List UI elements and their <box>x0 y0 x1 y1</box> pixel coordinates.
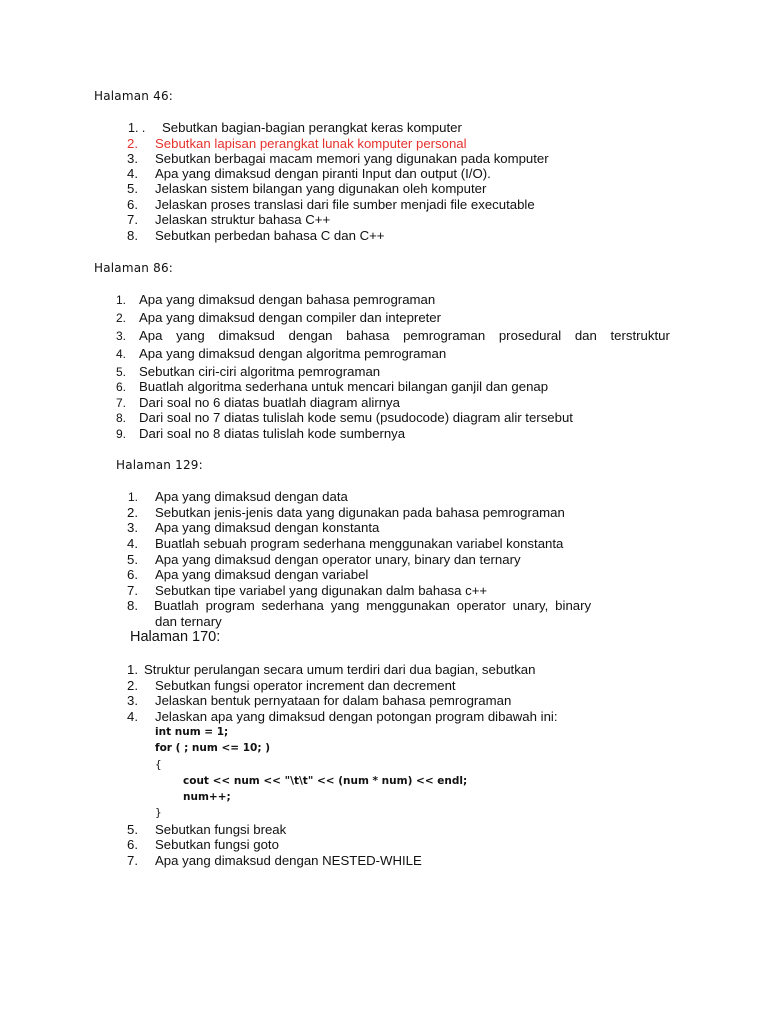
code-line: for ( ; num <= 10; ) <box>155 742 270 754</box>
document-page: Halaman 46: 1. . Sebutkan bagian-bagian perangkat keras komputer 2. Sebutkan lapisan perangkat lunak komputer personal 3. Sebutkan berbagai macam memori yang digunakan pada komputer 4. Apa yang dimaksud dengan piranti Input dan output (I/O). 5. Jelaskan sistem bilangan yang digunakan oleh komputer 6. Jelaskan proses translasi dari file sumber menjadi file executable 7. Jelaskan struktur bahasa C++ 8. Sebutkan perbedan bahasa C dan C++ Halaman 86: 1. Apa yang dimaksud dengan bahasa pemrograman 2. Apa yang dimaksud dengan compiler dan intepreter 3. Apa yang dimaksud dengan bahasa pemrograman prosedural dan terstruktur 4. Apa yang dimaksud dengan algoritma pemrograman 5. Sebutkan ciri-ciri algoritma pemrograman 6. Buatlah algoritma sederhana untuk mencari bilangan ganjil dan genap 7. Dari soal no 6 diatas buatlah diagram alirnya 8. Dari soal no 7 diatas tulislah kode semu (psudocode) diagram alir tersebut 9. Dari soal no 8 diatas tulislah kode sumbernya Halaman 129: 1. Apa yang dimaksud dengan data 2. Sebutkan jenis-jenis data yang digunakan pada bahasa pemrograman 3. Apa yang dimaksud dengan konstanta 4. Buatlah sebuah program sederhana menggunakan variabel konstanta 5. Apa yang dimaksud dengan operator unary, binary dan ternary 6. Apa yang dimaksud dengan variabel 7. Sebutkan tipe variabel yang digunakan dalm bahasa c++ 8. Buatlah program sederhana yang menggunakan operator unary, binary dan ternary Halaman 170: 1. Struktur perulangan secara umum terdiri dari dua bagian, sebutkan 2. Sebutkan fungsi operator increment dan decrement 3. Jelaskan bentuk pernyataan for dalam bahasa pemrograman 4. Jelaskan apa yang dimaksud dengan potongan program dibawah ini: int num = 1; for ( ; num <= 10; ) { cout << num << "\t\t" << (num * num) << endl; num++; } 5. Sebutkan fungsi break 6. Sebutkan fungsi goto 7. Apa yang dimaksud dengan NESTED-WHILE <box>94 89 670 868</box>
heading-halaman-86: Halaman 86: <box>94 261 174 275</box>
heading-halaman-170: Halaman 170: <box>130 629 221 645</box>
heading-halaman-129: Halaman 129: <box>116 458 203 472</box>
code-line: cout << num << "\t\t" << (num * num) << endl; <box>183 775 468 787</box>
heading-halaman-46: Halaman 46: <box>94 89 174 103</box>
code-line: int num = 1; <box>155 726 229 738</box>
list-item-continuation: dan ternary <box>155 614 222 629</box>
code-line: } <box>155 807 162 819</box>
code-line: { <box>155 759 162 771</box>
code-line: num++; <box>183 791 231 803</box>
